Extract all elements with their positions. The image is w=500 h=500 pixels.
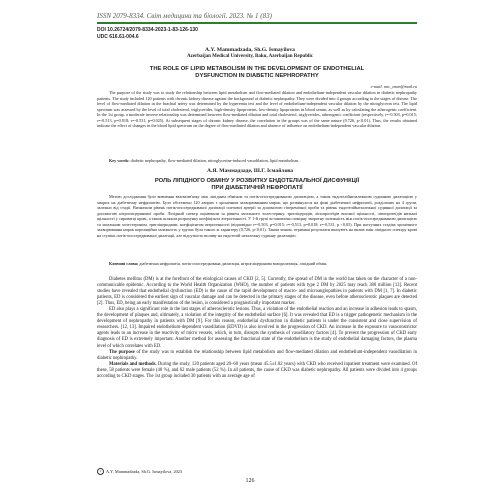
authors-ua: А.Я. Маммадзаде, Ш.Г. Ісмайлова: [206, 168, 294, 174]
keywords-en-label: Key words:: [109, 158, 130, 163]
body-paragraph-4: [97, 362, 417, 380]
authors-en-block: [0, 47, 500, 60]
journal-header: ISSN 2079-8334. Світ медицини та біології. 2023. № 1 (83): [97, 12, 272, 20]
keywords-en-text: diabetic nephropathy, flow-mediated dilation, nitroglycerine-induced vasodilation, lipid metabolism.: [130, 158, 300, 163]
copyright-line: [97, 468, 182, 475]
copyright-icon: c: [97, 468, 104, 475]
keywords-ua: [97, 261, 417, 266]
title-en-line2: DYSFUNCTION IN DIABETIC NEPHROPATHY: [195, 73, 319, 79]
body-paragraph-2: ED also plays a significant role in the last stages of atherosclerotic lesions. Thus, a violation of the endothelial reaction and an increase in adhesion leads to spasm, the development of plaques and, ultimately, a violation of the integrity of the endothelial surface [6]. It was revealed that ED is a trigger pathogenetic mechanism in the development of nephropathy in patients with DM [9]. For this reason, endothelial dysfunction in diabetic patients is under the consistent and close supervision of researchers. [12, 13]. Impaired endothelium-dependent vasodilation (EDVD) is also involved in the progression of CKD. An increase in the exposure to vasoconstrictor agents leads to an increase in the reactivity of micro vessels, which, in turn, disrupts the synthesis of vasodilatory factors [4]. To prevent the progression of CKD early diagnosis of ED is extremely important. Another method for assessing the functional state of the endothelium is the study of endothelial damaging factors, the plasma level of which correlates with ED.: [97, 307, 417, 349]
copyright-text: A.Y. Mammadzada, Sh.G. Ismayilova, 2023: [106, 469, 183, 474]
purpose-text: of the study was to establish the relationship between lipid metabolism and flow-mediated dilation and endothelium-independent vasodilation in diabetic nephropathy.: [97, 349, 417, 361]
title-ua-line1: РОЛЬ ЛІПІДНОГО ОБМІНУ У РОЗВИТКУ ЕНДОТЕЛІАЛЬНОЇ ДИСФУНКЦІЇ: [154, 178, 360, 184]
doi-line: DOI 10.26724/2079-8334-2023-1-83-126-130: [97, 27, 198, 33]
purpose-label: The purpose: [109, 349, 135, 355]
udc-line: UDC 616.61-004.6: [97, 33, 139, 40]
page-number: 126: [245, 478, 255, 484]
contact-email: e-mail: mic_emm@mail.ru: [370, 84, 417, 89]
article-body: [97, 277, 417, 380]
abstract-ua: Метою дослідження було вивчення взаємозв'язку між ліпідним обміном та потік-опосередкованою дилатацією, а також ендотелійнезалежною судинною дилатацією у хворих на діабетичну нефропатію. Було обстежено 120 хворих з хронічним захворюванням нирок, що розвинулося на фоні діабетичної нефропатії, розділених на 4 групи, залежно від стадії. Визначали рівень потік-опосередкованої дилатації плечової артерії за допомогою гіперемічної проби та рівень ендотелійнезалежної судинної дилатації за допомогою нітрогліцеринової проби. Ліпідний спектр оцінювали за рівнем загального холестерину, тригліцеридів, ліпопротеїдів високої щільності, ліпопротеїдів низької щільності у сироватці крові, а також шляхом розрахунку коефіцієнта атерогенності. У 1-й групі встановлено помірну зворотну залежність між потік-опосередкованою дилатацією та загальним холестерином, тригліцеридами, коефіцієнтом атерогенності (відповідно r=-0,503, p=0,015; r=-0,513, p=0,018; r=-0,531, p <0,05). При наступних стадіях хронічного захворювання нирок кореляційна залежність у групах була такого ж характеру (0,726, p<0,01). Таким чином, отримані результати вказують на вплив змін ліпідного спектру крові на ступінь потік-опосередкованої дилатації, але відсутність впливу на ендотелій незалежну судинну дилатацію.: [97, 194, 417, 238]
keywords-ua-text: діабетична нефропатія, потік-опосередкована дилатація, нітрогліцеринова вазодилатація, ліпідний обмін.: [139, 261, 328, 266]
title-ua-line2: ПРИ ДІАБЕТИЧНІЙ НЕФРОПАТІЇ: [211, 185, 303, 191]
title-ua: [97, 178, 417, 192]
affiliation-en: Azerbaijan Medical University, Baku, Azerbaijan Republic: [187, 53, 313, 59]
title-en: [97, 66, 417, 80]
authors-en: A.Y. Mammadzada, Sh.G. Ismayilova: [205, 47, 295, 53]
header-rule: [97, 22, 417, 24]
abstract-en: The purpose of the study was to study the relationship between lipid metabolism and flow-mediated dilation and endothelium-independent vascular dilation in diabetic nephropathy patients. The study included 120 patients with chronic kidney disease against the background of diabetic nephropathy. They were divided into 4 groups according to the stages of disease. The level of flow-mediated dilation in the brachial artery was determined by the hyperemia test and the level of endothelium-independent vascular dilation by the nitroglycerin test. The lipid spectrum was assessed by the level of total cholesterol, triglycerides, high-density lipoproteins, low-density lipoproteins in blood serum, as well as by calculating the atherogenic coefficient. In the 1st group, a moderate inverse relationship was determined between flow-mediated dilation and total cholesterol, triglycerides, atherogenic coefficient (respectively, r=-0.503, p=0.015; r=-0.513, p=0.018; r=-0.531, p=0.025). At subsequent stages of chronic kidney disease, the correlation in the groups was of the same nature (0.726, p<0.01). Thus, the results obtained indicate the effect of changes in the blood lipid spectrum on the degree of flow-mediated dilation and absence of influence on endothelium-independent vascular dilation.: [97, 90, 417, 129]
keywords-ua-label: Ключові слова:: [109, 261, 139, 266]
authors-ua-block: [0, 168, 500, 175]
methods-label: Materials and methods.: [109, 361, 157, 367]
body-paragraph-3: [97, 350, 417, 362]
body-paragraph-1: Diabetes mellitus (DM) is at the forefront of the etiological causes of CKD [2, 5]. Currently, the spread of DM in the world has taken on the character of a non-communicable epidemic. According to the World Health Organization (WHO), the number of patients with type 2 DM by 2025 may reach 380 million [13]. Recent studies have revealed that endothelial dysfunction (ED) is the cause of the rapid development of macro- and microangiopathies in patients with DM [1, 7]. In diabetic patients, ED is considered the earliest sign of vascular damage and can be detected in the primary stages of the disease, even before atherosclerotic plaques are detected [2]. Thus, ED, being an early manifestation of the lesion, is considered a prognostically important marker.: [97, 277, 417, 307]
keywords-en: [97, 158, 417, 163]
article-ids: [97, 27, 198, 40]
methods-text: During the study, 120 patients aged 20–60 years (mean 45.5±1.02 years) with CKD who received inpatient treatment were examined. Of these, 58 patients were female (48 %), and 62 male patients (52 %). In all patients, the cause of CKD was diabetic nephropathy. All patients were divided into 4 groups according to CKD stages. The 1st group included 30 patients with an average age of: [97, 361, 418, 379]
title-en-line1: THE ROLE OF LIPID METABOLISM IN THE DEVELOPMENT OF ENDOTHELIAL: [149, 66, 365, 72]
